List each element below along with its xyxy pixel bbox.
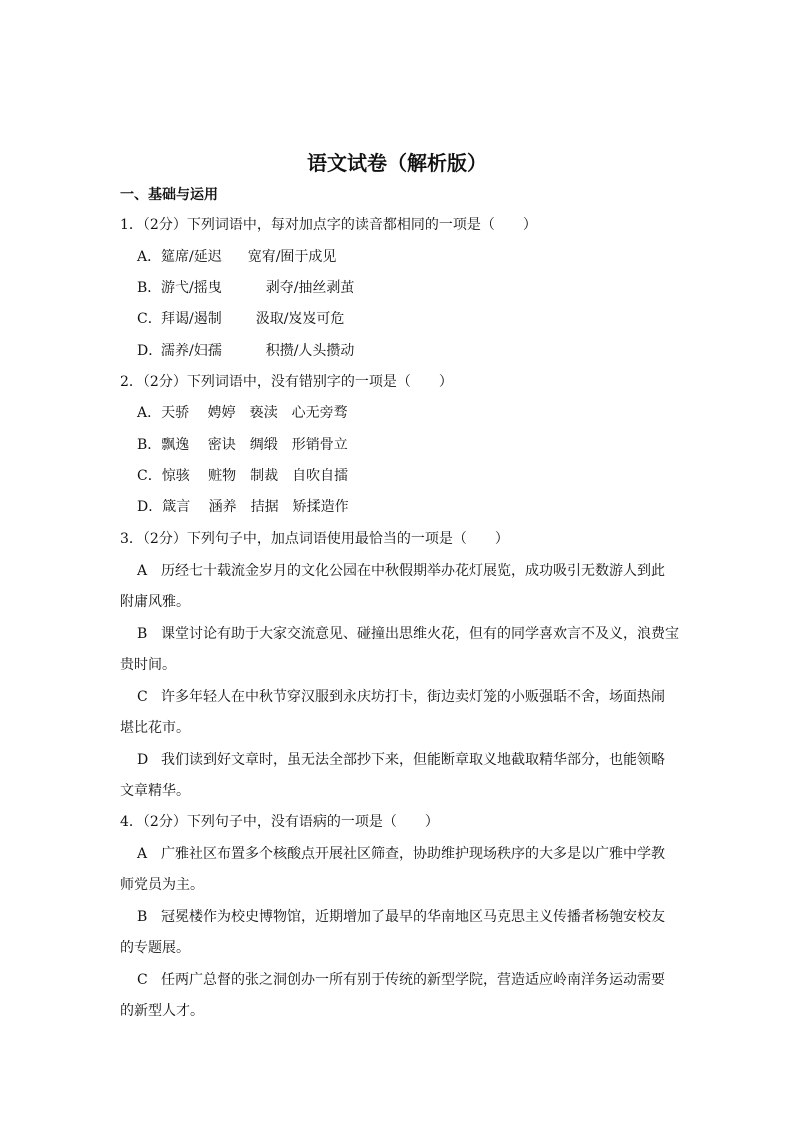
option-text: 箴言 涵养 拮据 矫揉造作 — [162, 499, 349, 515]
q4-option-b-line2: 的专题展。 — [120, 940, 190, 956]
q3-option-c-line1 — [137, 688, 665, 706]
option-word-2: 宽宥/囿于成见 — [247, 249, 337, 265]
option-key: C． — [137, 311, 162, 327]
q4-option-b-line1 — [137, 908, 665, 926]
q1-option-b — [137, 279, 354, 297]
q4-option-c-line1 — [137, 971, 665, 989]
option-text: 历经七十载流金岁月的文化公园在中秋假期举办花灯展览，成功吸引无数游人到此 — [161, 563, 665, 579]
q4-option-a-line1 — [137, 845, 665, 863]
option-key: A — [137, 563, 148, 579]
option-text: 我们读到好文章时，虽无法全部抄下来，但能断章取义地截取精华部分，也能领略 — [161, 752, 665, 768]
q2-option-a — [137, 404, 348, 422]
option-word-2: 积攒/人头攒动 — [265, 343, 355, 359]
option-key: B — [137, 909, 148, 925]
question-1-stem: 1．（2分）下列词语中，每对加点字的读音都相同的一项是（ ） — [120, 217, 537, 233]
option-key: C — [137, 689, 148, 705]
option-word-2: 剥夺/抽丝剥茧 — [265, 280, 355, 296]
question-3-stem: 3．（2分）下列句子中，加点词语使用最恰当的一项是（ ） — [120, 531, 509, 547]
option-word-2: 汲取/岌岌可危 — [255, 311, 345, 327]
option-key: A． — [137, 249, 162, 265]
q3-option-d-line1 — [137, 751, 665, 769]
option-key: D — [137, 752, 149, 768]
option-key: A — [137, 846, 148, 862]
q1-option-c — [137, 310, 344, 328]
section-heading: 一、基础与运用 — [120, 187, 218, 203]
q3-option-d-line2: 文章精华。 — [120, 783, 190, 799]
q2-option-d — [137, 498, 349, 516]
q3-option-c-line2: 堪比花市。 — [120, 720, 190, 736]
q1-option-a — [137, 248, 336, 266]
q2-option-b — [137, 436, 348, 454]
option-text: 课堂讨论有助于大家交流意见、碰撞出思维火花，但有的同学喜欢言不及义，浪费宝 — [161, 626, 679, 642]
question-4-stem: 4．（2分）下列句子中，没有语病的一项是（ ） — [120, 814, 439, 830]
q2-option-c — [137, 467, 348, 485]
option-word-1: 游弋/摇曳 — [161, 280, 222, 296]
option-text: 许多年轻人在中秋节穿汉服到永庆坊打卡，街边卖灯笼的小贩强聒不舍，场面热闹 — [161, 689, 665, 705]
q4-option-a-line2: 师党员为主。 — [120, 877, 204, 893]
option-key: B — [137, 626, 148, 642]
option-word-1: 拜谒/遏制 — [161, 311, 222, 327]
option-word-1: 濡养/妇孺 — [161, 343, 222, 359]
option-text: 惊骇 赃物 制裁 自吹自擂 — [161, 468, 349, 484]
q3-option-b-line1 — [137, 625, 679, 643]
option-key: B． — [137, 437, 162, 453]
option-key: A． — [137, 405, 162, 421]
q3-option-b-line2: 贵时间。 — [120, 657, 176, 673]
option-text: 广雅社区布置多个核酸点开展社区筛查，协助维护现场秩序的大多是以广雅中学教 — [161, 846, 665, 862]
option-key: D． — [137, 499, 163, 515]
option-text: 飘逸 密诀 绸缎 形销骨立 — [161, 437, 348, 453]
option-key: C． — [137, 468, 162, 484]
q1-option-d — [137, 342, 354, 360]
q3-option-a-line1 — [137, 562, 665, 580]
page-title: 语文试卷（解析版） — [307, 151, 487, 175]
q3-option-a-line2: 附庸风雅。 — [120, 594, 190, 610]
q4-option-c-line2: 的新型人才。 — [120, 1003, 204, 1019]
option-text: 天骄 娉婷 亵渎 心无旁骛 — [161, 405, 348, 421]
option-text: 任两广总督的张之洞创办一所有别于传统的新型学院，营造适应岭南洋务运动需要 — [161, 972, 665, 988]
option-key: B． — [137, 280, 162, 296]
option-key: D． — [137, 343, 163, 359]
option-key: C — [137, 972, 148, 988]
question-2-stem: 2．（2分）下列词语中，没有错别字的一项是（ ） — [120, 374, 453, 390]
option-word-1: 筵席/延迟 — [161, 249, 222, 265]
option-text: 冠冕楼作为校史博物馆，近期增加了最早的华南地区马克思主义传播者杨匏安校友 — [161, 909, 665, 925]
